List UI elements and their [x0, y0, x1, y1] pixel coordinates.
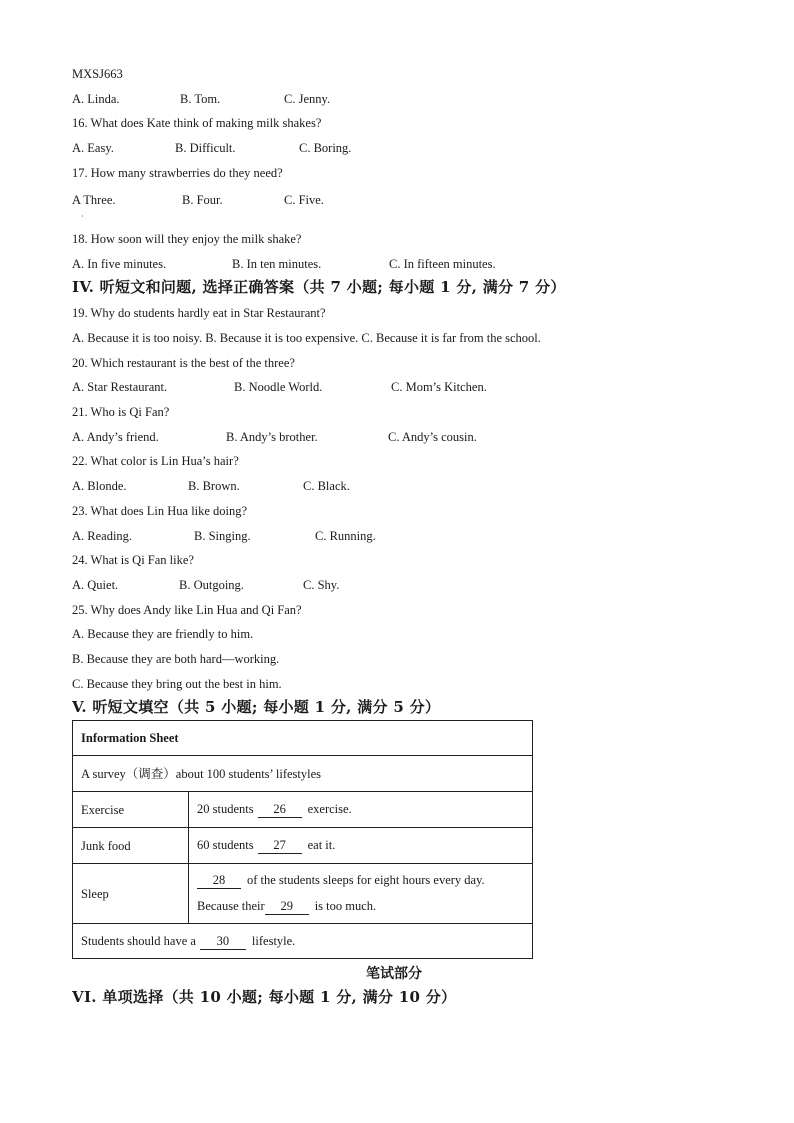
q21-options — [72, 429, 477, 445]
q23-option-a: A. Reading. — [72, 529, 133, 543]
written-part-heading: 笔试部分 — [366, 966, 422, 982]
table-row — [73, 924, 533, 959]
q15-option-a: A. Linda. — [72, 92, 120, 106]
q25-option-b: B. Because they are both hard—working. — [72, 652, 280, 666]
sleep-line-2-post: is too much. — [314, 899, 377, 913]
q15-option-c: C. Jenny. — [284, 92, 331, 106]
q18-question: 18. How soon will they enjoy the milk shake? — [72, 232, 302, 246]
q18-option-c: C. In fifteen minutes. — [389, 257, 496, 271]
q17-option-a: A Three. — [72, 193, 116, 207]
sheet-survey: A survey（调查）about 100 students’ lifestyles — [73, 756, 533, 792]
section-6-title: VI. 单项选择（共 10 小题; 每小题 1 分, 满分 10 分） — [72, 988, 457, 1006]
table-row — [73, 792, 533, 828]
blank-30: 30 — [200, 933, 246, 950]
q22-option-c: C. Black. — [303, 479, 350, 493]
q23-question: 23. What does Lin Hua like doing? — [72, 504, 248, 518]
q25-option-c: C. Because they bring out the best in him. — [72, 677, 282, 691]
q22-question: 22. What color is Lin Hua’s hair? — [72, 454, 239, 468]
q23-options — [72, 528, 376, 544]
sleep-label: Sleep — [73, 864, 189, 924]
q24-question: 24. What is Qi Fan like? — [72, 553, 194, 567]
section-4-title: IV. 听短文和问题, 选择正确答案（共 7 小题; 每小题 1 分, 满分 7 分） — [72, 278, 566, 296]
junk-food-cell — [189, 828, 533, 864]
q20-options — [72, 379, 487, 395]
q25-option-a: A. Because they are friendly to him. — [72, 627, 254, 641]
q25-question: 25. Why does Andy like Lin Hua and Qi Fan? — [72, 603, 302, 617]
q22-option-a: A. Blonde. — [72, 479, 127, 493]
q15-option-b: B. Tom. — [180, 92, 221, 106]
q21-option-a: A. Andy’s friend. — [72, 430, 159, 444]
q21-option-c: C. Andy’s cousin. — [388, 430, 477, 444]
q16-options — [72, 140, 351, 156]
q23-option-c: C. Running. — [315, 529, 376, 543]
exercise-pre: 20 students — [197, 802, 254, 816]
q15-options — [72, 91, 330, 107]
q16-option-c: C. Boring. — [299, 141, 352, 155]
q17-question: 17. How many strawberries do they need? — [72, 166, 283, 180]
q20-option-c: C. Mom’s Kitchen. — [391, 380, 487, 394]
q16-option-a: A. Easy. — [72, 141, 114, 155]
junk-food-label: Junk food — [73, 828, 189, 864]
sleep-cell — [189, 864, 533, 924]
q24-option-b: B. Outgoing. — [179, 578, 244, 592]
conclusion-pre: Students should have a — [81, 933, 196, 948]
q19-options: A. Because it is too noisy. B. Because it is too expensive. C. Because it is far from the school. — [72, 331, 541, 345]
sheet-title: Information Sheet — [73, 721, 533, 756]
blank-29: 29 — [265, 898, 309, 915]
junk-pre: 60 students — [197, 838, 254, 852]
blank-26: 26 — [258, 801, 302, 818]
blank-28: 28 — [197, 872, 241, 889]
q18-option-b: B. In ten minutes. — [232, 257, 322, 271]
conclusion-cell — [73, 924, 533, 959]
q21-option-b: B. Andy’s brother. — [226, 430, 318, 444]
q24-option-a: A. Quiet. — [72, 578, 119, 592]
table-row — [73, 864, 533, 924]
table-row — [73, 721, 533, 756]
q16-question: 16. What does Kate think of making milk shakes? — [72, 116, 322, 130]
q20-question: 20. Which restaurant is the best of the three? — [72, 356, 295, 370]
q18-options — [72, 256, 496, 272]
q18-option-a: A. In five minutes. — [72, 257, 167, 271]
header-code: MXSJ663 — [72, 67, 123, 81]
q24-option-c: C. Shy. — [303, 578, 340, 592]
q20-option-a: A. Star Restaurant. — [72, 380, 168, 394]
q16-option-b: B. Difficult. — [175, 141, 236, 155]
section-5-title: V. 听短文填空（共 5 小题; 每小题 1 分, 满分 5 分） — [72, 698, 441, 716]
conclusion-post: lifestyle. — [251, 933, 296, 948]
q21-question: 21. Who is Qi Fan? — [72, 405, 170, 419]
q17-options — [72, 192, 324, 208]
junk-post: eat it. — [307, 838, 336, 852]
exercise-cell — [189, 792, 533, 828]
q23-option-b: B. Singing. — [194, 529, 251, 543]
information-sheet-table — [72, 720, 533, 959]
sleep-line-2 — [197, 898, 524, 915]
q19-question: 19. Why do students hardly eat in Star Restaurant? — [72, 306, 326, 320]
stray-dot: · — [81, 212, 84, 221]
q17-option-c: C. Five. — [284, 193, 324, 207]
sleep-line-1-text: of the students sleeps for eight hours every day. — [247, 873, 485, 887]
q22-options — [72, 478, 350, 494]
exercise-post: exercise. — [307, 802, 352, 816]
table-row — [73, 756, 533, 792]
q24-options — [72, 577, 339, 593]
sleep-line-2-pre: Because their — [197, 899, 265, 913]
table-row — [73, 828, 533, 864]
q20-option-b: B. Noodle World. — [234, 380, 323, 394]
q17-option-b: B. Four. — [182, 193, 223, 207]
blank-27: 27 — [258, 837, 302, 854]
q22-option-b: B. Brown. — [188, 479, 240, 493]
sleep-line-1 — [197, 872, 524, 889]
exercise-label: Exercise — [73, 792, 189, 828]
